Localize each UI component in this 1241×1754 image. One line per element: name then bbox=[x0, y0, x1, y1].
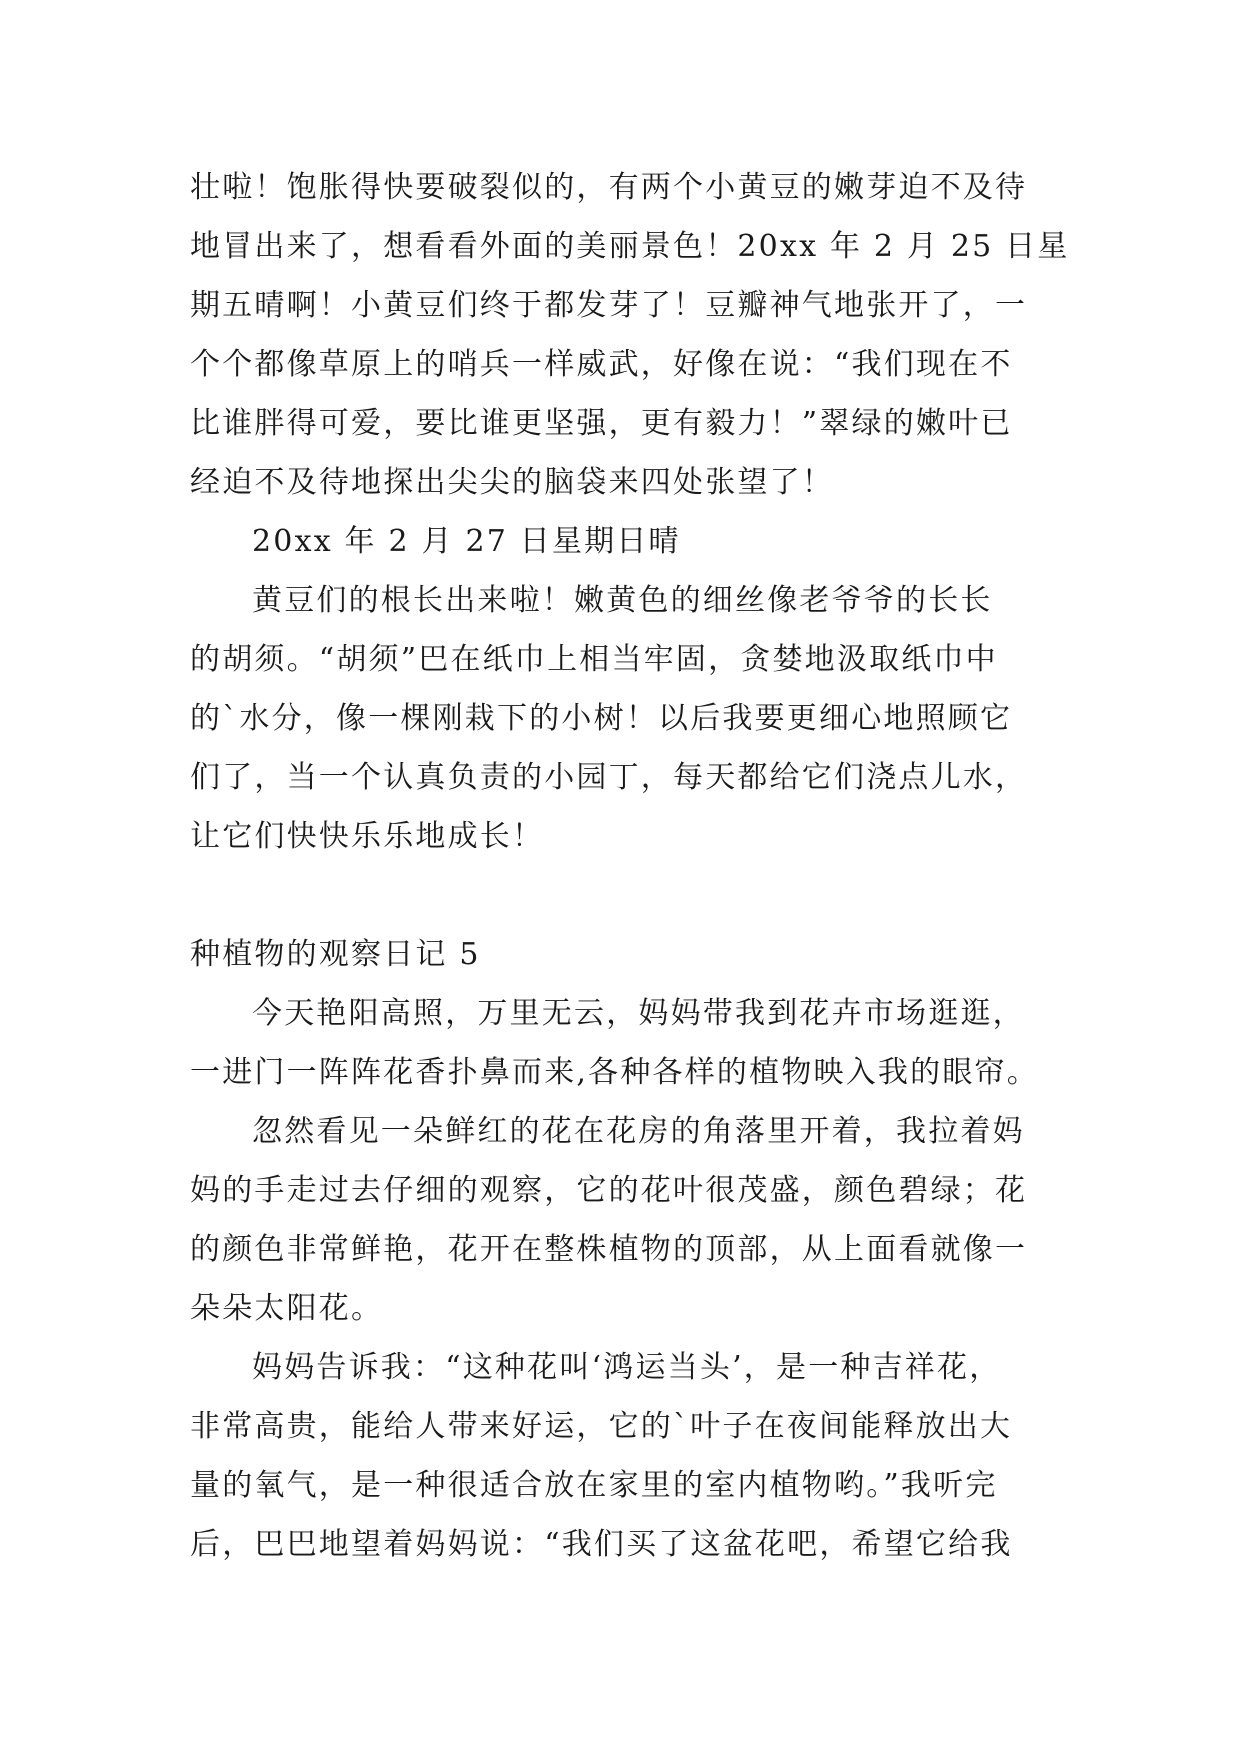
text-line: 的`水分，像一棵刚栽下的小树！以后我要更细心地照顾它 bbox=[190, 701, 1013, 736]
text-line: 今天艳阳高照，万里无云，妈妈带我到花卉市场逛逛， bbox=[252, 996, 1025, 1031]
paragraph-3 bbox=[190, 984, 1056, 1102]
text-line: 期五晴啊！小黄豆们终于都发芽了！豆瓣神气地张开了，一 bbox=[190, 288, 1028, 323]
text-line: 黄豆们的根长出来啦！嫩黄色的细丝像老爷爷的长长 bbox=[252, 583, 993, 618]
paragraph-2 bbox=[190, 571, 1056, 866]
text-line: 个个都像草原上的哨兵一样威武，好像在说：“我们现在不 bbox=[190, 347, 1013, 382]
text-line: 壮啦！饱胀得快要破裂似的，有两个小黄豆的嫩芽迫不及待 bbox=[190, 170, 1028, 205]
text-line: 的颜色非常鲜艳，花开在整株植物的顶部，从上面看就像一 bbox=[190, 1232, 1028, 1267]
paragraph-5 bbox=[190, 1338, 1056, 1574]
text-line: 经迫不及待地探出尖尖的脑袋来四处张望了！ bbox=[190, 465, 834, 500]
text-line: 的胡须。“胡须”巴在纸巾上相当牢固，贪婪地汲取纸巾中 bbox=[190, 642, 998, 677]
text-line: 量的氧气，是一种很适合放在家里的室内植物哟。”我听完 bbox=[190, 1468, 998, 1503]
text-line: 朵朵太阳花。 bbox=[190, 1291, 384, 1326]
text-line: 后，巴巴地望着妈妈说：“我们买了这盆花吧，希望它给我 bbox=[190, 1527, 1013, 1562]
text-line: 让它们快快乐乐地成长！ bbox=[190, 819, 545, 854]
text-line: 地冒出来了，想看看外面的美丽景色！20xx 年 2 月 25 日星 bbox=[190, 229, 1070, 264]
text-line: 一进门一阵阵花香扑鼻而来,各种各样的植物映入我的眼帘。 bbox=[190, 1055, 1039, 1090]
blank-line bbox=[190, 866, 1056, 925]
paragraph-1 bbox=[190, 158, 1070, 512]
document-page bbox=[190, 158, 1070, 1574]
text-line: 非常高贵，能给人带来好运，它的`叶子在夜间能释放出大 bbox=[190, 1409, 1013, 1444]
section-title: 种植物的观察日记 5 bbox=[190, 937, 481, 972]
text-line: 妈妈告诉我：“这种花叫‘鸿运当头’，是一种吉祥花， bbox=[252, 1350, 1002, 1385]
text-line: 比谁胖得可爱，要比谁更坚强，更有毅力！”翠绿的嫩叶已 bbox=[190, 406, 1013, 441]
paragraph-4 bbox=[190, 1102, 1056, 1338]
text-line: 忽然看见一朵鲜红的花在花房的角落里开着，我拉着妈 bbox=[252, 1114, 1025, 1149]
text-line: 妈的手走过去仔细的观察，它的花叶很茂盛，颜色碧绿；花 bbox=[190, 1173, 1028, 1208]
date-line: 20xx 年 2 月 27 日星期日晴 bbox=[252, 524, 681, 559]
text-line: 们了，当一个认真负责的小园丁，每天都给它们浇点儿水， bbox=[190, 760, 1028, 795]
